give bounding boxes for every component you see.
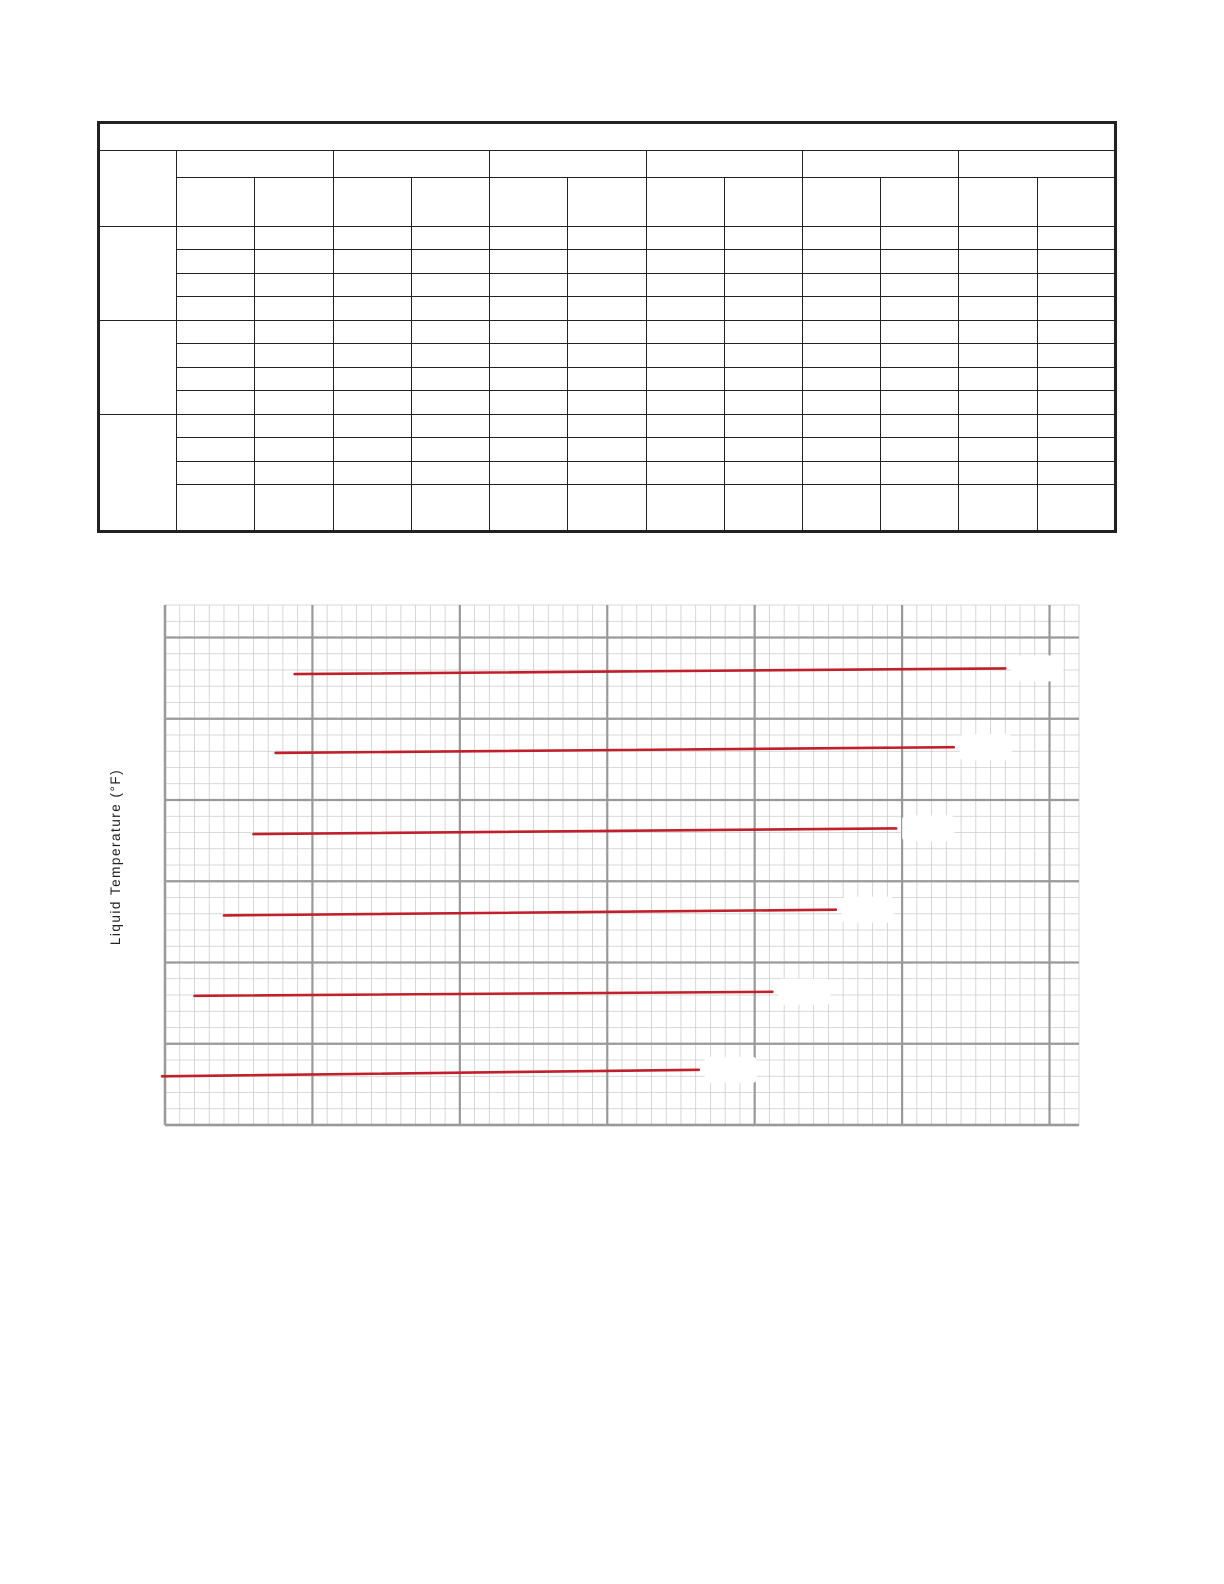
table-cell [802, 297, 880, 320]
series-line-4 [224, 910, 836, 916]
table-row [99, 438, 1116, 461]
table-cell [333, 461, 411, 484]
table-cell [724, 438, 802, 461]
table-cell [1037, 320, 1115, 343]
series-line-1 [295, 668, 1006, 674]
table-cell [1037, 391, 1115, 414]
table-cell [646, 461, 724, 484]
minor-grid [165, 605, 1079, 1125]
table-group-header [959, 151, 1116, 178]
table-cell [802, 250, 880, 273]
table-cell [177, 344, 255, 367]
table-row [99, 391, 1116, 414]
table-cell [881, 414, 959, 437]
table-cell [333, 250, 411, 273]
table-cell [802, 344, 880, 367]
table-cell [802, 414, 880, 437]
y-axis-label: Liquid Temperature (°F) [108, 768, 123, 946]
table-cell [881, 297, 959, 320]
series-label-patch-4 [842, 897, 894, 923]
table-cell [568, 297, 646, 320]
table-group-header [177, 151, 333, 178]
table-cell [802, 391, 880, 414]
table-subheader [177, 178, 255, 227]
series-label-patch-6 [705, 1057, 757, 1083]
table-cell [959, 320, 1037, 343]
table-cell [724, 344, 802, 367]
table-subheader [255, 178, 333, 227]
table-subheader [959, 178, 1037, 227]
table-group-header [646, 151, 802, 178]
table-cell [959, 391, 1037, 414]
table-cell [411, 391, 489, 414]
table-cell [568, 320, 646, 343]
table-cell [881, 461, 959, 484]
table-subheader [881, 178, 959, 227]
table-cell [568, 461, 646, 484]
table-subheader [1037, 178, 1115, 227]
table-cell [177, 297, 255, 320]
table-cell [177, 461, 255, 484]
table-cell [177, 320, 255, 343]
table-group-header [490, 151, 646, 178]
table-cell [802, 320, 880, 343]
table-group-header [333, 151, 489, 178]
data-table-container [97, 121, 1117, 533]
table-cell [646, 484, 724, 531]
table-cell [490, 227, 568, 250]
table-group-header [802, 151, 958, 178]
table-cell [724, 391, 802, 414]
table-subheader [411, 178, 489, 227]
table-subheader [646, 178, 724, 227]
table-cell [490, 273, 568, 296]
table-cell [646, 273, 724, 296]
table-cell [490, 250, 568, 273]
table-cell [1037, 414, 1115, 437]
data-table [97, 121, 1117, 533]
table-cell [411, 320, 489, 343]
table-cell [646, 227, 724, 250]
table-cell [568, 414, 646, 437]
table-cell [333, 367, 411, 390]
table-cell [411, 344, 489, 367]
table-cell [411, 367, 489, 390]
table-cell [177, 367, 255, 390]
table-cell [568, 484, 646, 531]
table-cell [490, 414, 568, 437]
table-row [99, 297, 1116, 320]
table-row [99, 414, 1116, 437]
table-cell [333, 414, 411, 437]
table-cell [881, 320, 959, 343]
row-group-label [99, 227, 177, 321]
table-cell [724, 367, 802, 390]
table-cell [255, 438, 333, 461]
row-group-label [99, 414, 177, 531]
table-cell [1037, 227, 1115, 250]
table-cell [411, 273, 489, 296]
table-cell [802, 484, 880, 531]
table-cell [646, 367, 724, 390]
table-cell [333, 344, 411, 367]
table-cell [802, 273, 880, 296]
table-cell [724, 250, 802, 273]
table-cell [411, 250, 489, 273]
table-cell [1037, 344, 1115, 367]
table-cell [177, 227, 255, 250]
table-row [99, 250, 1116, 273]
table-cell [724, 414, 802, 437]
table-cell [881, 484, 959, 531]
table-cell [255, 250, 333, 273]
table-cell [568, 273, 646, 296]
table-subheader [333, 178, 411, 227]
table-cell [1037, 367, 1115, 390]
line-chart [100, 595, 1090, 1140]
table-row [99, 461, 1116, 484]
table-cell [646, 391, 724, 414]
table-cell [333, 227, 411, 250]
table-cell [959, 297, 1037, 320]
table-cell [1037, 484, 1115, 531]
table-cell [490, 438, 568, 461]
table-subheader [490, 178, 568, 227]
table-cell [333, 297, 411, 320]
table-cell [724, 297, 802, 320]
table-cell [177, 414, 255, 437]
table-cell [490, 391, 568, 414]
table-cell [646, 414, 724, 437]
table-row [99, 227, 1116, 250]
table-cell [724, 273, 802, 296]
table-cell [490, 461, 568, 484]
table-cell [490, 297, 568, 320]
table-row [99, 367, 1116, 390]
series-label-patch-3 [902, 815, 954, 841]
table-cell [881, 438, 959, 461]
table-row [99, 484, 1116, 531]
table-cell [646, 297, 724, 320]
row-group-label [99, 320, 177, 414]
table-cell [1037, 461, 1115, 484]
table-cell [255, 344, 333, 367]
table-cell [568, 438, 646, 461]
table-cell [959, 344, 1037, 367]
table-cell [490, 320, 568, 343]
table-cell [724, 484, 802, 531]
table-cell [646, 250, 724, 273]
table-cell [1037, 250, 1115, 273]
table-cell [255, 484, 333, 531]
table-cell [568, 391, 646, 414]
table-cell [255, 414, 333, 437]
table-cell [177, 484, 255, 531]
table-subheader [802, 178, 880, 227]
table-cell [802, 367, 880, 390]
table-cell [333, 438, 411, 461]
table-cell [959, 273, 1037, 296]
table-cell [881, 391, 959, 414]
table-cell [490, 344, 568, 367]
series-label-patch-2 [960, 734, 1012, 760]
table-subheader [724, 178, 802, 227]
table-cell [881, 344, 959, 367]
table-cell [333, 273, 411, 296]
table-cell [490, 484, 568, 531]
table-cell [881, 227, 959, 250]
table-cell [333, 391, 411, 414]
table-cell [568, 227, 646, 250]
table-cell [959, 414, 1037, 437]
table-cell [411, 438, 489, 461]
table-cell [411, 227, 489, 250]
table-row [99, 273, 1116, 296]
table-cell [724, 461, 802, 484]
table-cell [411, 414, 489, 437]
table-cell [177, 250, 255, 273]
table-cell [411, 484, 489, 531]
table-cell [255, 273, 333, 296]
table-cell [333, 484, 411, 531]
series-label-patch-5 [778, 979, 830, 1005]
table-cell [177, 391, 255, 414]
table-cell [724, 320, 802, 343]
table-cell [568, 344, 646, 367]
table-cell [881, 367, 959, 390]
table-title [99, 123, 1116, 151]
table-subheader [568, 178, 646, 227]
table-cell [568, 367, 646, 390]
table-cell [255, 367, 333, 390]
table-cell [959, 227, 1037, 250]
table-cell [1037, 273, 1115, 296]
table-cell [255, 320, 333, 343]
table-cell [411, 461, 489, 484]
table-cell [646, 344, 724, 367]
table-cell [1037, 438, 1115, 461]
table-cell [959, 438, 1037, 461]
table-cell [177, 273, 255, 296]
table-cell [646, 438, 724, 461]
table-cell [959, 484, 1037, 531]
series-line-2 [276, 747, 954, 753]
table-cell [1037, 297, 1115, 320]
table-cell [881, 273, 959, 296]
table-cell [959, 250, 1037, 273]
table-cell [177, 438, 255, 461]
table-cell [802, 461, 880, 484]
chart [100, 595, 1090, 1140]
table-cell [255, 227, 333, 250]
table-cell [881, 250, 959, 273]
series-line-3 [254, 828, 897, 834]
table-cell [490, 367, 568, 390]
table-cell [568, 250, 646, 273]
table-cell [411, 297, 489, 320]
table-cell [333, 320, 411, 343]
table-cell [646, 320, 724, 343]
table-cell [802, 227, 880, 250]
table-cell [255, 461, 333, 484]
table-cell [724, 227, 802, 250]
table-cell [802, 438, 880, 461]
table-row [99, 344, 1116, 367]
table-cell [959, 461, 1037, 484]
table-corner-header [99, 151, 177, 227]
table-cell [959, 367, 1037, 390]
table-cell [255, 297, 333, 320]
series-label-patch-1 [1011, 655, 1063, 681]
table-row [99, 320, 1116, 343]
table-cell [255, 391, 333, 414]
